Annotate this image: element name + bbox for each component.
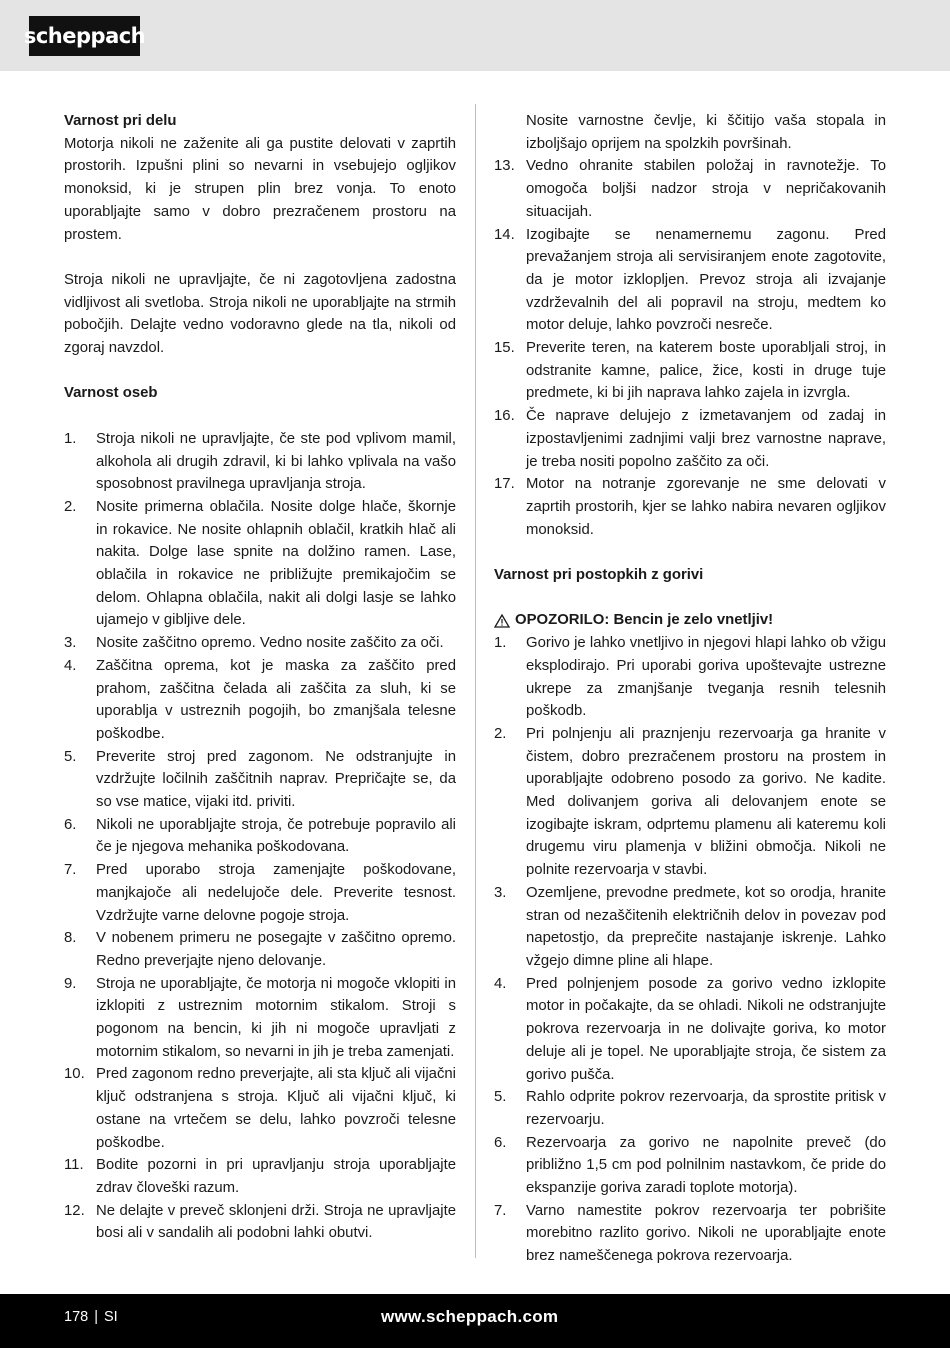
list-item [494,723,886,882]
list-item-number: 2. [494,725,507,742]
list-item [494,155,886,223]
language-code: SI [103,1309,118,1325]
left-column [64,110,456,1245]
personal-safety-list-continued [494,155,886,541]
list-item-text: Pred polnjenjem posode za gorivo vedno izklopite motor in počakajte, da se ohladi. Nikoli ne odstranjujte pokrova rezervoarja in ne dolivajte goriva, ko motor deluje ali je topel. Ne uporabljajte stroja, če sistem za gorivo pušča. [526,975,886,1083]
list-item [494,473,886,541]
list-item [494,1086,886,1131]
page-separator: | [94,1309,98,1325]
list-item-text: Stroja nikoli ne upravljajte, če ste pod vplivom mamil, alkohola ali drugih zdravil, ki bi lahko vplivala na vašo sposobnost pravilnega upravljanja stroja. [96,430,456,493]
list-item [494,882,886,973]
list-item-text: Rezervoarja za gorivo ne napolnite preveč (do približno 1,5 cm pod polnilnim nastavkom, če pride do ekspanzije goriva zaradi toplote motorja). [526,1134,886,1197]
list-item [64,927,456,972]
list-item-text: Rahlo odprite pokrov rezervoarja, da sprostite pritisk v rezervoarju. [526,1089,886,1128]
page-info [64,1309,118,1325]
list-item [64,632,456,655]
list-item-number: 7. [494,1202,507,1219]
list-item [494,632,886,723]
page-header [0,0,950,71]
website-link[interactable]: www.scheppach.com [381,1307,559,1326]
list-item-text: Če naprave delujejo z izmetavanjem od zadaj in izpostavljenimi zadnjimi valji brez varnostne naprave, je treba nositi popolno zaščito za oči. [526,408,886,470]
list-item-number: 12. [64,1202,85,1219]
list-item-text: Gorivo je lahko vnetljivo in njegovi hlapi lahko ob vžigu eksplodirajo. Pri uporabi goriva upoštevajte ustrezne ukrepe za zmanjšanje tveganja resnih telesnih poškodb. [526,635,886,720]
column-divider [475,104,476,1258]
list-item-text: Ne delajte v preveč sklonjeni drži. Stroja ne upravljajte bosi ali v sandalih ali podobni lahki obutvi. [96,1202,456,1242]
list-item-text: Izogibajte se nenamernemu zagonu. Pred prevažanjem stroja ali servisiranjem enote zagotovite, da je motor izklopljen. Prevoz stroja ali izvajanje vzdrževalnih del ali popravil na stroju, medtem ko motor deluje, lahko povzroči nesreče. [526,226,886,334]
list-item-number: 3. [64,635,77,652]
list-item-number: 10. [64,1066,85,1083]
list-item-number: 17. [494,476,515,493]
warning-text: OPOZORILO: Bencin je zelo vnetljiv! [515,612,774,629]
list-item-text: Vedno ohranite stabilen položaj in ravnotežje. To omogoča boljši nadzor stroja v nepričakovanih situacijah. [526,158,886,220]
list-item-number: 5. [64,748,77,765]
page-footer [0,1294,950,1348]
list-item-text: Preverite stroj pred zagonom. Ne odstranjujte in vzdržujte ločilnih zaščitnih naprav. Prepričajte se, da so vse matice, vijaki itd. priviti. [96,748,456,811]
list-item-text: Pri polnjenju ali praznjenju rezervoarja ga hranite v čistem, dobro prezračenem prostoru na prostem in uporabljajte odobreno posodo za gorivo. Ne kadite. Med dolivanjem goriva ali delovanjem enote se izogibajte iskram, odprtemu plamenu ali kateremu koli drugemu viru plamenja v bližini območja. Nikoli ne polnite rezervoarja v stavbi. [526,725,886,879]
list-item [64,496,456,632]
list-item-number: 15. [494,340,515,357]
list-item-text: V nobenem primeru ne posegajte v zaščitno opremo. Redno preverjajte njeno delovanje. [96,930,456,969]
personal-safety-list [64,428,456,1245]
list-item-number: 2. [64,498,77,515]
right-column [494,110,886,1268]
list-item-number: 16. [494,408,515,425]
list-item-number: 9. [64,975,77,992]
list-item-number: 4. [494,975,507,992]
list-item-text: Bodite pozorni in pri upravljanju stroja uporabljajte zdrav človeški razum. [96,1157,456,1196]
paragraph-exhaust: Motorja nikoli ne zaženite ali ga pustite delovati v zaprtih prostorih. Izpušni plini so nevarni in vsebujejo ogljikov monoksid, ki je strupen plin brez vonja. To enoto uporabljajte samo v dobro prezračenem prostoru na prostem. [64,135,456,243]
list-item-number: 14. [494,226,515,243]
list-item [494,1132,886,1200]
list-item-number: 5. [494,1089,507,1106]
section-heading-fuel-safety: Varnost pri postopkih z gorivi [494,567,704,584]
list-item [64,973,456,1064]
list-item-text: Varno namestite pokrov rezervoarja ter pobrišite morebitno razlito gorivo. Nikoli ne uporabljajte enote brez nameščenega pokrova rezervoarja. [526,1202,886,1265]
list-item-text: Motor na notranje zgorevanje ne sme delovati v zaprtih prostorih, kjer se lahko nabira nevaren ogljikov monoksid. [526,476,886,538]
warning-triangle-icon [494,614,510,628]
list-item-number: 1. [64,430,77,447]
list-item-number: 6. [64,816,77,833]
list-item [64,814,456,859]
list-item-number: 4. [64,657,77,674]
list-item-text: Zaščitna oprema, kot je maska za zaščito pred prahom, zaščitna čelada ali zaščita za sluh, ki se uporablja v ustreznih pogojih, bo zmanjšala telesne poškodbe. [96,657,456,742]
list-item [494,973,886,1087]
list-item [494,405,886,473]
list-item-number: 1. [494,635,507,652]
list-item-text: Nikoli ne uporabljajte stroja, če potrebuje popravilo ali če je njegova mehanika poškodovana. [96,816,456,856]
list-item [494,1200,886,1268]
brand-logo: scheppach [29,16,140,56]
list-item [64,1154,456,1199]
page-number: 178 [64,1309,89,1325]
list-item-number: 13. [494,158,515,175]
list-item [494,337,886,405]
list-item-text: Stroja ne uporabljajte, če motorja ni mogoče vklopiti in izklopiti z ustreznim motornim stikalom. Stroji s pogonom na bencin, ki jih ni mogoče upravljati z motornim stikalom, so nevarni in jih je treba zamenjati. [96,975,456,1060]
section-heading-work-safety: Varnost pri delu [64,113,177,129]
warning-line [494,609,886,632]
list-item [64,746,456,814]
list-item-text: Nosite zaščitno opremo. Vedno nosite zaščito za oči. [96,635,444,652]
list-item [64,859,456,927]
list-item-number: 7. [64,862,77,879]
list-item [64,428,456,496]
list-item [64,1200,456,1245]
list-item-continuation: Nosite varnostne čevlje, ki ščitijo vaša stopala in izboljšajo oprijem na spolzkih površinah. [526,113,886,152]
list-item-number: 11. [64,1157,84,1174]
list-item-text: Ozemljene, prevodne predmete, kot so orodja, hranite stran od nezaščitenih električnih delov in povezav pod napetostjo, da preprečite nastajanje iskrenje. Lahko vžgejo dimne pline ali hlape. [526,884,886,969]
list-item-number: 8. [64,930,77,947]
list-item-number: 6. [494,1134,507,1151]
list-item [64,655,456,746]
list-item-text: Nosite primerna oblačila. Nosite dolge hlače, škornje in rokavice. Ne nosite ohlapnih oblačil, kratkih hlač ali nakita. Dolge lase spnite na dolžino ramen. Lase, oblačila in rokavice ne približujte premikajočim se delom. Ohlapna oblačila, nakit ali dolgi lasje se lahko ujamejo v gibljive dele. [96,498,456,629]
list-item-text: Pred zagonom redno preverjajte, ali sta ključ ali vijačni ključ odstranjena s stroja. Ključ ali vijačni ključ, ki ostane na vrtečem se delu, lahko povzroči telesne poškodbe. [96,1066,456,1151]
list-item-text: Pred uporabo stroja zamenjajte poškodovane, manjkajoče ali nedelujoče dele. Preverite tesnost. Vzdržujte varne delovne pogoje stroja. [96,862,456,924]
list-item [64,1063,456,1154]
fuel-safety-list [494,632,886,1268]
section-heading-personal-safety: Varnost oseb [64,385,158,402]
paragraph-visibility: Stroja nikoli ne upravljajte, če ni zagotovljena zadostna vidljivost ali svetloba. Stroja nikoli ne uporabljajte na strmih pobočjih. Delajte vedno vodoravno glede na tla, nikoli od zgoraj navzdol. [64,271,456,357]
list-item-text: Preverite teren, na katerem boste uporabljali stroj, in odstranite kamne, palice, žice, kosti in druge tuje predmete, ki bi jih naprava lahko zajela in izvrgla. [526,340,886,402]
list-item [494,224,886,338]
list-item-number: 3. [494,884,507,901]
